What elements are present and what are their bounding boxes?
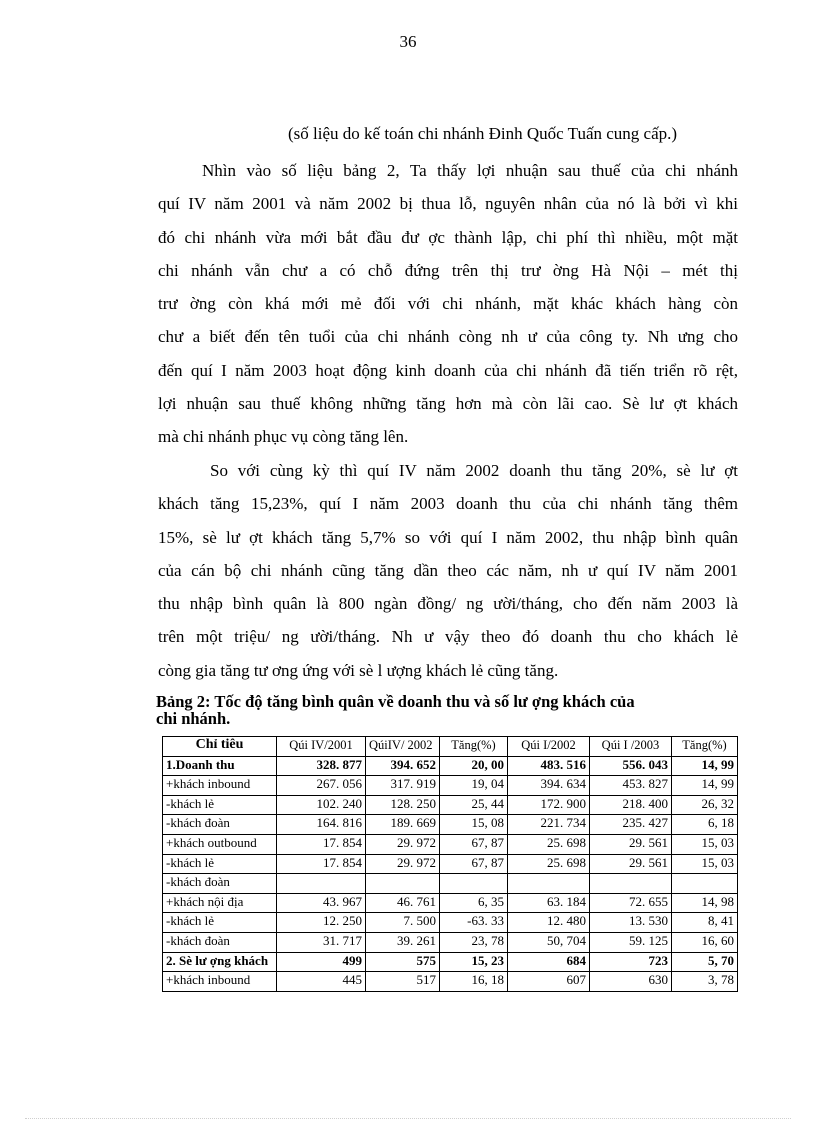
paragraph-profit-analysis	[158, 154, 738, 454]
growth-table	[162, 736, 738, 992]
row-label-cell: +khách inbound	[163, 972, 277, 992]
value-cell: 328. 877	[277, 756, 366, 776]
value-cell: 67, 87	[440, 834, 508, 854]
value-cell: 16, 60	[672, 932, 738, 952]
value-cell	[440, 874, 508, 894]
table-row	[163, 776, 738, 796]
value-cell: 16, 18	[440, 972, 508, 992]
table-header-row	[163, 737, 738, 757]
row-label-cell: -khách đoàn	[163, 815, 277, 835]
value-cell: 164. 816	[277, 815, 366, 835]
text-line: chư a biết đến tên tuổi của chi nhánh còng nh ư của công ty. Nh ưng cho	[158, 327, 738, 347]
value-cell	[590, 874, 672, 894]
table-row	[163, 913, 738, 933]
text-line: trư ờng còn khá mới mẻ đối với chi nhánh, mặt khác khách hàng còn	[158, 294, 738, 314]
column-header: Qúi IV/2001	[277, 737, 366, 757]
page-number: 36	[399, 32, 417, 51]
row-label-cell: 2. Sè lư ợng khách	[163, 952, 277, 972]
value-cell: 14, 98	[672, 893, 738, 913]
value-cell: 445	[277, 972, 366, 992]
value-cell: 172. 900	[508, 795, 590, 815]
table-row	[163, 893, 738, 913]
row-label-cell: +khách inbound	[163, 776, 277, 796]
value-cell: 43. 967	[277, 893, 366, 913]
footer-divider	[25, 1118, 791, 1119]
value-cell	[672, 874, 738, 894]
value-cell: 19, 04	[440, 776, 508, 796]
value-cell: 14, 99	[672, 756, 738, 776]
value-cell: 394. 634	[508, 776, 590, 796]
value-cell: 17. 854	[277, 834, 366, 854]
value-cell: 221. 734	[508, 815, 590, 835]
value-cell: 607	[508, 972, 590, 992]
text-line: chi nhánh vẫn chư a có chỗ đứng trên thị trư ờng Hà Nội – mét thị	[158, 260, 738, 280]
column-header: Tăng(%)	[672, 737, 738, 757]
value-cell: 39. 261	[366, 932, 440, 952]
table-row	[163, 972, 738, 992]
value-cell: 394. 652	[366, 756, 440, 776]
table-row	[163, 854, 738, 874]
value-cell: 29. 561	[590, 834, 672, 854]
row-label-cell: -khách lẻ	[163, 795, 277, 815]
value-cell: 29. 561	[590, 854, 672, 874]
value-cell: 12. 480	[508, 913, 590, 933]
value-cell: 67, 87	[440, 854, 508, 874]
value-cell: 31. 717	[277, 932, 366, 952]
text-line: đó chi nhánh vừa mới bắt đầu đư ợc thành lập, chi phí thì nhiều, một mặt	[158, 227, 738, 247]
value-cell: 72. 655	[590, 893, 672, 913]
value-cell: 8, 41	[672, 913, 738, 933]
value-cell: 453. 827	[590, 776, 672, 796]
value-cell	[508, 874, 590, 894]
value-cell: 15, 03	[672, 834, 738, 854]
value-cell: 556. 043	[590, 756, 672, 776]
value-cell: 13. 530	[590, 913, 672, 933]
value-cell: 50, 704	[508, 932, 590, 952]
text-line: quí IV năm 2001 và năm 2002 bị thua lỗ, nguyên nhân của nó là bởi vì khi	[158, 194, 738, 214]
value-cell: 499	[277, 952, 366, 972]
text-line: lợi nhuận sau thuế không những tăng hơn mà còn lãi cao. Sè lư ợt khách	[158, 394, 738, 414]
value-cell: 29. 972	[366, 854, 440, 874]
row-label-cell: -khách đoàn	[163, 932, 277, 952]
value-cell: 17. 854	[277, 854, 366, 874]
value-cell: 189. 669	[366, 815, 440, 835]
column-header: QúiIV/ 2002	[366, 737, 440, 757]
row-label-cell: 1.Doanh thu	[163, 756, 277, 776]
source-note: (số liệu do kế toán chi nhánh Đinh Quốc Tuấn cung cấp.)	[288, 124, 678, 143]
value-cell: 20, 00	[440, 756, 508, 776]
value-cell: 12. 250	[277, 913, 366, 933]
value-cell: 575	[366, 952, 440, 972]
text-line: đến quí I năm 2003 hoạt động kinh doanh của chi nhánh đã tiến triển rõ rệt,	[158, 360, 738, 380]
column-header: Qúi I /2003	[590, 737, 672, 757]
value-cell: 684	[508, 952, 590, 972]
table-row	[163, 932, 738, 952]
column-header: Qúi I/2002	[508, 737, 590, 757]
caption-line: Bảng 2: Tốc độ tăng bình quân về doanh thu và số lư ợng khách của	[156, 692, 635, 711]
value-cell: 29. 972	[366, 834, 440, 854]
value-cell: 630	[590, 972, 672, 992]
table-caption	[156, 693, 740, 727]
text-line: khách tăng 15,23%, quí I năm 2003 doanh thu của chi nhánh tăng thêm	[158, 494, 738, 514]
value-cell: 15, 23	[440, 952, 508, 972]
value-cell: 317. 919	[366, 776, 440, 796]
value-cell: 128. 250	[366, 795, 440, 815]
table-row	[163, 834, 738, 854]
value-cell: 235. 427	[590, 815, 672, 835]
value-cell: 483. 516	[508, 756, 590, 776]
value-cell: 15, 08	[440, 815, 508, 835]
paragraph-growth-comparison	[158, 454, 738, 687]
value-cell: 59. 125	[590, 932, 672, 952]
value-cell: 7. 500	[366, 913, 440, 933]
text-line: thu nhập bình quân là 800 ngàn đồng/ ng ười/tháng, cho đến năm 2003 là	[158, 594, 738, 614]
row-label-cell: -khách lẻ	[163, 854, 277, 874]
value-cell: 23, 78	[440, 932, 508, 952]
value-cell	[277, 874, 366, 894]
text-line: Nhìn vào số liệu bảng 2, Ta thấy lợi nhuận sau thuế của chi nhánh	[202, 161, 738, 180]
column-header: Chỉ tiêu	[163, 737, 277, 757]
value-cell: 14, 99	[672, 776, 738, 796]
value-cell: 517	[366, 972, 440, 992]
table-row	[163, 795, 738, 815]
value-cell: 267. 056	[277, 776, 366, 796]
value-cell: 102. 240	[277, 795, 366, 815]
row-label-cell: +khách nội địa	[163, 893, 277, 913]
value-cell: 6, 35	[440, 893, 508, 913]
text-line: 15%, sè lư ợt khách tăng 5,7% so với quí I năm 2002, thu nhập bình quân	[158, 527, 738, 547]
caption-line: chi nhánh.	[156, 709, 231, 728]
value-cell: 218. 400	[590, 795, 672, 815]
text-line: mà chi nhánh phục vụ còng tăng lên.	[158, 427, 409, 447]
row-label-cell: -khách lẻ	[163, 913, 277, 933]
text-line: trên một triệu/ ng ười/tháng. Nh ư vậy theo đó doanh thu cho khách lẻ	[158, 627, 738, 647]
row-label-cell: -khách đoàn	[163, 874, 277, 894]
value-cell: 723	[590, 952, 672, 972]
table-row	[163, 952, 738, 972]
text-line: So với cùng kỳ thì quí IV năm 2002 doanh thu tăng 20%, sè lư ợt	[210, 461, 738, 480]
value-cell: 46. 761	[366, 893, 440, 913]
value-cell: 63. 184	[508, 893, 590, 913]
value-cell: 3, 78	[672, 972, 738, 992]
table-row	[163, 815, 738, 835]
table-row	[163, 874, 738, 894]
value-cell: -63. 33	[440, 913, 508, 933]
text-line: của cán bộ chi nhánh cũng tăng dần theo các năm, nh ư quí IV năm 2001	[158, 560, 738, 580]
value-cell: 25. 698	[508, 834, 590, 854]
table-row	[163, 756, 738, 776]
value-cell: 6, 18	[672, 815, 738, 835]
value-cell: 25, 44	[440, 795, 508, 815]
row-label-cell: +khách outbound	[163, 834, 277, 854]
value-cell	[366, 874, 440, 894]
value-cell: 25. 698	[508, 854, 590, 874]
value-cell: 5, 70	[672, 952, 738, 972]
column-header: Tăng(%)	[440, 737, 508, 757]
text-line: còng gia tăng tư ơng ứng với sè l ượng khách lẻ cũng tăng.	[158, 660, 559, 680]
value-cell: 26, 32	[672, 795, 738, 815]
value-cell: 15, 03	[672, 854, 738, 874]
